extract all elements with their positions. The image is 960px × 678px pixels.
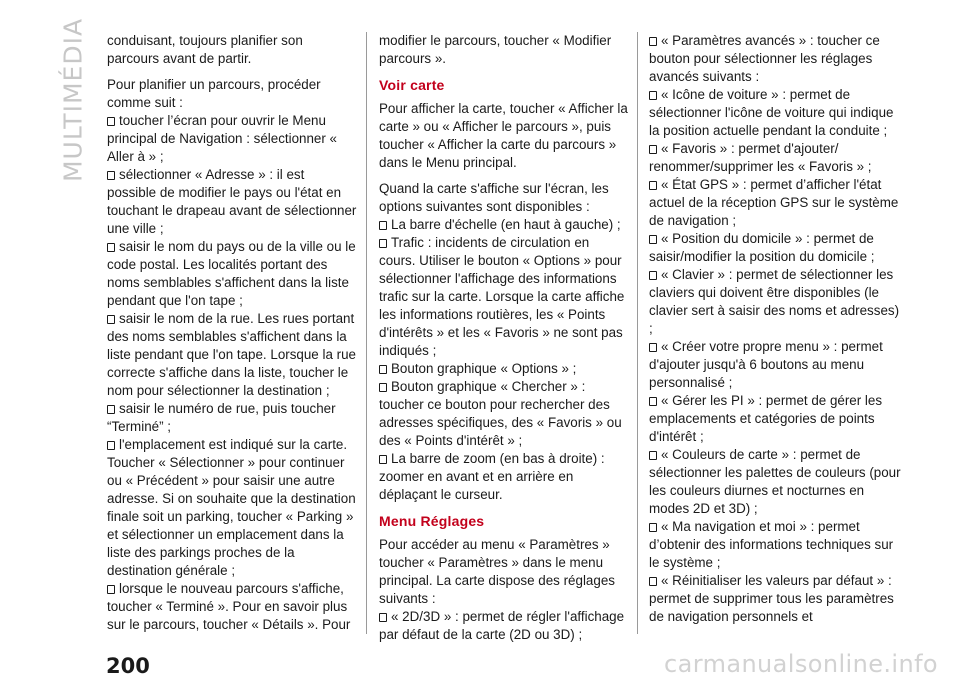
checkbox-bullet-icon [379,239,387,248]
bullet-text: l'emplacement est indiqué sur la carte. Toucher « Sélectionner » pour continuer ou « Précédent » pour saisir une autre adresse. Si on souhaite que la destination finale soit un parking, toucher « Parking » et sélectionner un emplacement dans la liste des parkings proches de la destination générale ; [107,437,356,578]
paragraph: Pour afficher la carte, toucher « Afficher la carte » ou « Afficher le parcours », puis toucher « Afficher la carte du parcours » dans le Menu principal. [379,101,628,170]
checkbox-bullet-icon [649,145,657,154]
bullet-item [379,378,629,450]
checkbox-bullet-icon [649,343,657,352]
bullet-text: Bouton graphique « Options » ; [391,361,577,376]
bullet-item [649,392,904,446]
paragraph: conduisant, toujours planifier son parcours avant de partir. [107,33,303,66]
paragraph: Pour planifier un parcours, procéder comme suit : [107,77,321,110]
checkbox-bullet-icon [649,91,657,100]
bullet-text: « Favoris » : permet d'ajouter/ renommer/supprimer les « Favoris » ; [649,141,872,174]
checkbox-bullet-icon [649,523,657,532]
bullet-text: « Couleurs de carte » : permet de sélectionner les palettes de couleurs (pour les couleurs diurnes et nocturnes en modes 2D et 3D) ; [649,447,901,516]
column-divider [366,32,367,634]
checkbox-bullet-icon [649,397,657,406]
bullet-item [107,400,357,436]
bullet-item [107,580,357,634]
bullet-text: saisir le nom de la rue. Les rues portant des noms semblables s'affichent dans la liste pendant que l'on tape. Lorsque la rue correcte s'affiche dans la liste, toucher le nom pour sélectionner la destination ; [107,311,356,398]
bullet-text: Trafic : incidents de circulation en cours. Utiliser le bouton « Options » pour sélectionner l'affichage des informations trafic sur la carte. Lorsque la carte affiche les informations routières, les « Points d'intérêts » et les « Favoris » ne sont pas indiqués ; [379,235,625,358]
bullet-item [379,234,629,360]
bullet-item [649,266,904,338]
bullet-item [649,572,904,626]
watermark: carmanualsonline.info [664,650,938,678]
checkbox-bullet-icon [649,577,657,586]
bullet-item [649,518,904,572]
checkbox-bullet-icon [379,613,387,622]
bullet-text: « Réinitialiser les valeurs par défaut » : permet de supprimer tous les paramètres de navigation personnels et [649,573,894,624]
checkbox-bullet-icon [649,451,657,460]
checkbox-bullet-icon [107,171,115,180]
bullet-text: saisir le nom du pays ou de la ville ou le code postal. Les localités portant des noms semblables s'affichent dans la liste pendant que l'on tape ; [107,239,356,308]
column-3 [649,32,904,626]
bullet-text: Bouton graphique « Chercher » : toucher ce bouton pour rechercher des adresses spécifiques, des « Favoris » ou des « Points d'intérêt » ; [379,379,622,448]
bullet-text: « Clavier » : permet de sélectionner les claviers qui doivent être disponibles (le clavier sert à saisir des noms et adresses) ; [649,267,900,336]
column-divider [637,32,638,634]
section-heading: Menu Réglages [379,513,485,529]
page-number: 200 [106,654,150,678]
paragraph: Pour accéder au menu « Paramètres » toucher « Paramètres » dans le menu principal. La carte dispose des réglages suivants : [379,537,615,606]
bullet-text: « Position du domicile » : permet de saisir/modifier la position du domicile ; [649,231,875,264]
checkbox-bullet-icon [649,271,657,280]
checkbox-bullet-icon [649,37,657,46]
section-label-text: MULTIMÉDIA [58,17,88,183]
bullet-text: « Créer votre propre menu » : permet d'ajouter jusqu'à 6 boutons au menu personnalisé ; [649,339,883,390]
bullet-text: « État GPS » : permet d’afficher l'état actuel de la réception GPS sur le système de navigation ; [649,177,899,228]
bullet-item [649,140,904,176]
bullet-text: « Ma navigation et moi » : permet d’obtenir des informations techniques sur le système ; [649,519,894,570]
bullet-text: « Icône de voiture » : permet de sélectionner l'icône de voiture qui indique la position actuelle pendant la conduite ; [649,87,894,138]
checkbox-bullet-icon [379,365,387,374]
bullet-item [649,176,904,230]
section-heading: Voir carte [379,77,445,93]
paragraph: modifier le parcours, toucher « Modifier parcours ». [379,33,612,66]
bullet-item [107,166,357,238]
bullet-item [107,238,357,310]
paragraph: Quand la carte s'affiche sur l'écran, les options suivantes sont disponibles : [379,181,609,214]
checkbox-bullet-icon [649,181,657,190]
column-1 [107,32,357,634]
checkbox-bullet-icon [649,235,657,244]
checkbox-bullet-icon [107,405,115,414]
bullet-item [379,360,629,378]
bullet-item [649,32,904,86]
bullet-item [649,338,904,392]
bullet-item [649,446,904,518]
column-2 [379,32,629,644]
bullet-text: toucher l’écran pour ouvrir le Menu principal de Navigation : sélectionner « Aller à » ; [107,113,338,164]
checkbox-bullet-icon [379,455,387,464]
checkbox-bullet-icon [379,221,387,230]
bullet-text: « Gérer les PI » : permet de gérer les emplacements et catégories de points d'intérêt ; [649,393,883,444]
bullet-item [649,86,904,140]
bullet-text: « 2D/3D » : permet de régler l'affichage par défaut de la carte (2D ou 3D) ; [379,609,625,642]
bullet-text: sélectionner « Adresse » : il est possible de modifier le pays ou l'état en touchant le drapeau avant de sélectionner une ville ; [107,167,357,236]
checkbox-bullet-icon [379,383,387,392]
checkbox-bullet-icon [107,585,115,594]
bullet-item [379,216,629,234]
bullet-text: La barre de zoom (en bas à droite) : zoomer en avant et en arrière en déplaçant le curseur. [379,451,605,502]
bullet-item [107,436,357,580]
checkbox-bullet-icon [107,243,115,252]
bullet-text: saisir le numéro de rue, puis toucher “Terminé” ; [107,401,336,434]
bullet-item [379,450,629,504]
checkbox-bullet-icon [107,117,115,126]
bullet-text: lorsque le nouveau parcours s'affiche, toucher « Terminé ». Pour en savoir plus sur le parcours, toucher « Détails ». Pour [107,581,351,632]
bullet-item [107,112,357,166]
section-label [53,17,93,183]
bullet-item [379,608,629,644]
checkbox-bullet-icon [107,315,115,324]
checkbox-bullet-icon [107,441,115,450]
bullet-text: La barre d'échelle (en haut à gauche) ; [391,217,621,232]
bullet-item [649,230,904,266]
bullet-text: « Paramètres avancés » : toucher ce bouton pour sélectionner les réglages avancés suivants : [649,33,880,84]
bullet-item [107,310,357,400]
